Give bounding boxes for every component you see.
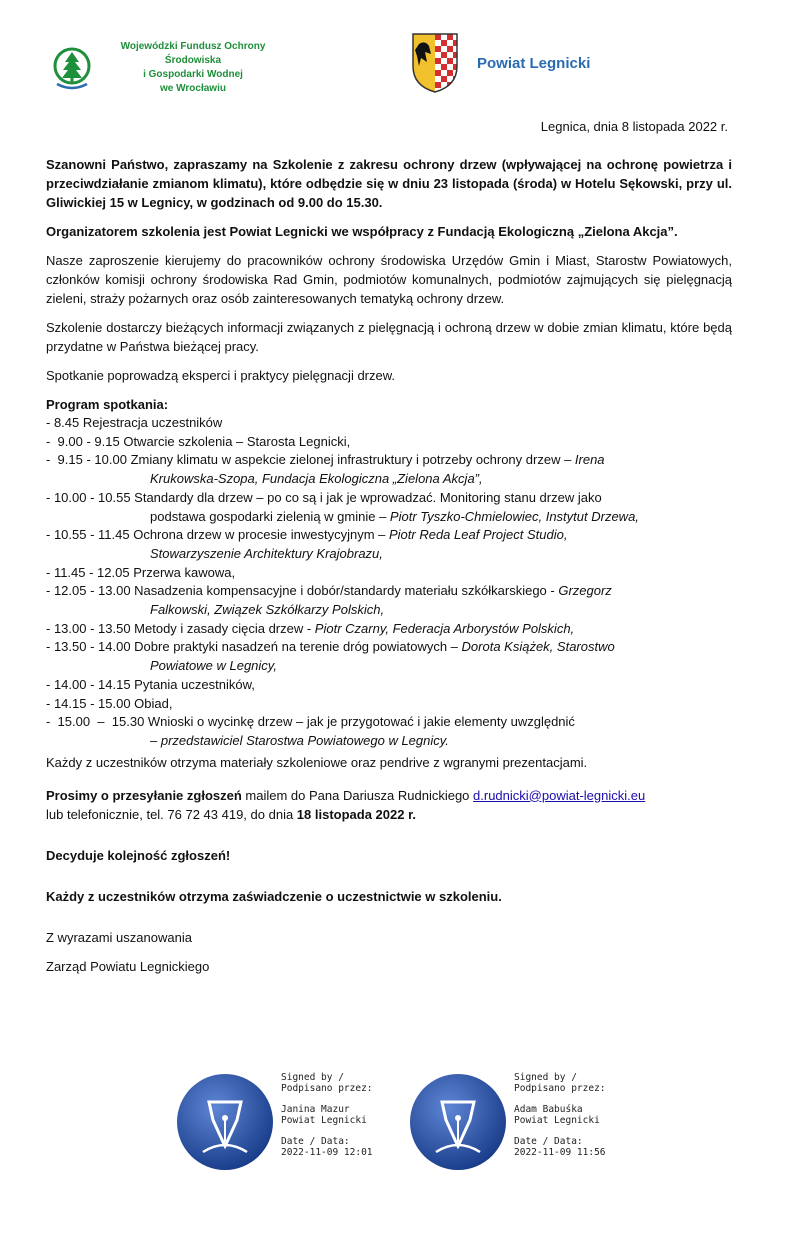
purpose-paragraph: Szkolenie dostarczy bieżących informacji związanych z pielęgnacją i ochroną drzew w dobie zmian klimatu, które będą przydatne w Państwa bieżącej pracy. xyxy=(46,320,732,354)
program-item xyxy=(46,638,732,657)
program-item-continuation xyxy=(46,657,732,676)
program-item-text: podstawa gospodarki zielenią w gminie – xyxy=(150,508,390,524)
program-item-time: - 10.00 - 10.55 xyxy=(46,489,135,505)
program-item-text: Nasadzenia kompensacyjne i dobór/standardy materiału szkółkarskiego - xyxy=(134,583,559,599)
organizer-paragraph: Organizatorem szkolenia jest Powiat Legnicki we współpracy z Fundacją Ekologiczną „Zielona Akcja”. xyxy=(46,224,678,239)
powiat-logo-name: Powiat Legnicki xyxy=(477,54,591,72)
experts-paragraph: Spotkanie poprowadzą eksperci i praktycy pielęgnacji drzew. xyxy=(46,368,396,383)
registration-line2: lub telefonicznie, tel. 76 72 43 419, do dnia xyxy=(46,806,297,822)
registration-line2-end: . xyxy=(412,806,417,822)
program-item-text: Pytania uczestników, xyxy=(134,676,255,692)
program-item-continuation xyxy=(46,545,732,564)
program-item-speaker: Grzegorz xyxy=(558,583,612,599)
program-item-text: Standardy dla drzew – po co są i jak je wprowadzać. Monitoring stanu drzew jako xyxy=(134,489,602,505)
program-item-continuation xyxy=(46,601,732,620)
wfos-logo-line: we Wrocławiu xyxy=(160,83,226,94)
wfos-logo-line: Wojewódzki Fundusz Ochrony Środowiska xyxy=(120,41,266,66)
program-item-speaker: Irena xyxy=(574,452,605,468)
signer-name: Adam Babuśka xyxy=(514,1104,583,1115)
program-item-speaker: Krukowska-Szopa, Fundacja Ekologiczna „Zielona Akcja”, xyxy=(150,471,483,487)
program-title: Program spotkania: xyxy=(46,397,169,412)
program-item-time: - 15.00 – 15.30 xyxy=(46,714,148,730)
registration-text: mailem do Pana Dariusza Rudnickiego xyxy=(241,787,474,803)
powiat-logo xyxy=(411,32,590,94)
program-item-speaker: Powiatowe w Legnicy, xyxy=(150,658,277,674)
signature-date: 2022-11-09 12:01 xyxy=(281,1147,373,1158)
date-label: Date / Data: xyxy=(281,1136,350,1147)
program-item xyxy=(46,564,732,583)
closing-line: Z wyrazami uszanowania xyxy=(46,929,192,945)
program-list xyxy=(46,414,732,751)
program-item xyxy=(46,713,732,732)
program-item-continuation xyxy=(46,508,732,527)
program-item-continuation xyxy=(46,732,732,751)
program-item-text: Metody i zasady cięcia drzew - xyxy=(134,620,315,636)
date-line: Legnica, dnia 8 listopada 2022 r. xyxy=(540,119,728,134)
program-item-continuation xyxy=(46,470,732,489)
program-item-time: - 11.45 - 12.05 xyxy=(46,564,134,580)
wfos-logo xyxy=(52,40,288,96)
program-item-time: - 13.00 - 13.50 xyxy=(46,620,135,636)
letter-body xyxy=(46,155,732,986)
signed-label: Signed by / xyxy=(281,1072,344,1083)
program-item-text: Ochrona drzew w procesie inwestycyjnym – xyxy=(133,527,389,543)
program-item xyxy=(46,620,732,639)
program-item-text: Obiad, xyxy=(134,695,173,711)
intro-paragraph: Szanowni Państwo, zapraszamy na Szkolenie z zakresu ochrony drzew (wpływającej na ochronę powietrza i przeciwdziałanie zmianom klimatu), które odbędzie się w dniu 23 listopada (środa) w Hotelu Sękowski, przy ul. Gliwickiej 15 w Legnicy, w godzinach od 9.00 do 15.30. xyxy=(46,157,732,210)
program-item xyxy=(46,489,732,508)
program-item-text: Przerwa kawowa, xyxy=(133,564,236,580)
signed-label: Podpisano przez: xyxy=(514,1083,606,1094)
program-item-text: Dobre praktyki nasadzeń na terenie dróg powiatowych – xyxy=(134,639,462,655)
materials-paragraph: Każdy z uczestników otrzyma materiały szkoleniowe oraz pendrive z wgranymi prezentacjami. xyxy=(46,754,588,770)
program-item-text: Otwarcie szkolenia – Starosta Legnicki, xyxy=(123,433,351,449)
program-item xyxy=(46,676,732,695)
signature-block xyxy=(175,1072,373,1172)
program-item xyxy=(46,695,732,714)
program-item xyxy=(46,526,732,545)
program-item-time: - 13.50 - 14.00 xyxy=(46,639,135,655)
certificate-note: Każdy z uczestników otrzyma zaświadczenie o uczestnictwie w szkoleniu. xyxy=(46,888,502,904)
program-item xyxy=(46,433,732,452)
registration-paragraph xyxy=(46,786,732,824)
fountain-pen-seal-icon xyxy=(408,1072,508,1172)
audience-paragraph: Nasze zaproszenie kierujemy do pracowników ochrony środowiska Urzędów Gmin i Miast, Starostw Powiatowych, członków komisji ochrony środowiska Rad Gmin, podmiotów komunalnych, podmiotów zajmujących się pielęgnacją zieleni, straży pożarnych oraz osób zainteresowanych tematyką ochrony drzew. xyxy=(46,253,732,306)
program-item-speaker: – przedstawiciel Starostwa Powiatowego w Legnicy. xyxy=(150,732,449,748)
program-item-text: Wnioski o wycinkę drzew – jak je przygotować i jakie elementy uwzględnić xyxy=(147,714,575,730)
signed-label: Signed by / xyxy=(514,1072,577,1083)
date-label: Date / Data: xyxy=(514,1136,583,1147)
program-item-speaker: Dorota Książek, Starostwo xyxy=(461,639,615,655)
wfos-logo-line: i Gospodarki Wodnej xyxy=(143,69,243,80)
tree-logo-icon xyxy=(52,46,92,90)
program-item-time: - 8.45 xyxy=(46,415,83,430)
registration-deadline: 18 listopada 2022 r xyxy=(296,806,413,822)
program-item-time: - 14.00 - 14.15 xyxy=(46,676,135,692)
program-item-time: - 14.15 - 15.00 xyxy=(46,695,135,711)
signed-label: Podpisano przez: xyxy=(281,1083,373,1094)
program-item-time: - 10.55 - 11.45 xyxy=(46,527,134,543)
program-item-time: - 9.00 - 9.15 xyxy=(46,433,124,449)
program-item xyxy=(46,451,732,470)
fountain-pen-seal-icon xyxy=(175,1072,275,1172)
signer-org: Powiat Legnicki xyxy=(514,1115,600,1126)
signature-date: 2022-11-09 11:56 xyxy=(514,1147,606,1158)
program-item-speaker: Stowarzyszenie Architektury Krajobrazu, xyxy=(150,545,383,561)
signoff-line: Zarząd Powiatu Legnickiego xyxy=(46,958,210,974)
program-item-time: - 12.05 - 13.00 xyxy=(46,583,135,599)
program-item-speaker: Falkowski, Związek Szkółkarzy Polskich, xyxy=(150,602,385,618)
registration-bold: Prosimy o przesyłanie zgłoszeń xyxy=(46,787,242,803)
program-item-text: Rejestracja uczestników xyxy=(82,415,223,430)
program-item-speaker: Piotr Tyszko-Chmielowiec, Instytut Drzewa, xyxy=(389,508,639,524)
program-item xyxy=(46,414,732,433)
program-item xyxy=(46,582,732,601)
program-item-speaker: Piotr Czarny, Federacja Arborystów Polskich, xyxy=(314,620,575,636)
signature-block xyxy=(408,1072,606,1172)
program-item-time: - 9.15 - 10.00 xyxy=(46,452,131,468)
coat-of-arms-icon xyxy=(411,32,459,94)
order-note: Decyduje kolejność zgłoszeń! xyxy=(46,847,231,863)
signer-name: Janina Mazur xyxy=(281,1104,350,1115)
program-item-speaker: Piotr Reda Leaf Project Studio, xyxy=(388,527,568,543)
signer-org: Powiat Legnicki xyxy=(281,1115,367,1126)
email-link[interactable]: d.rudnicki@powiat-legnicki.eu xyxy=(473,787,646,803)
program-item-text: Zmiany klimatu w aspekcie zielonej infrastruktury i potrzeby ochrony drzew – xyxy=(130,452,575,468)
